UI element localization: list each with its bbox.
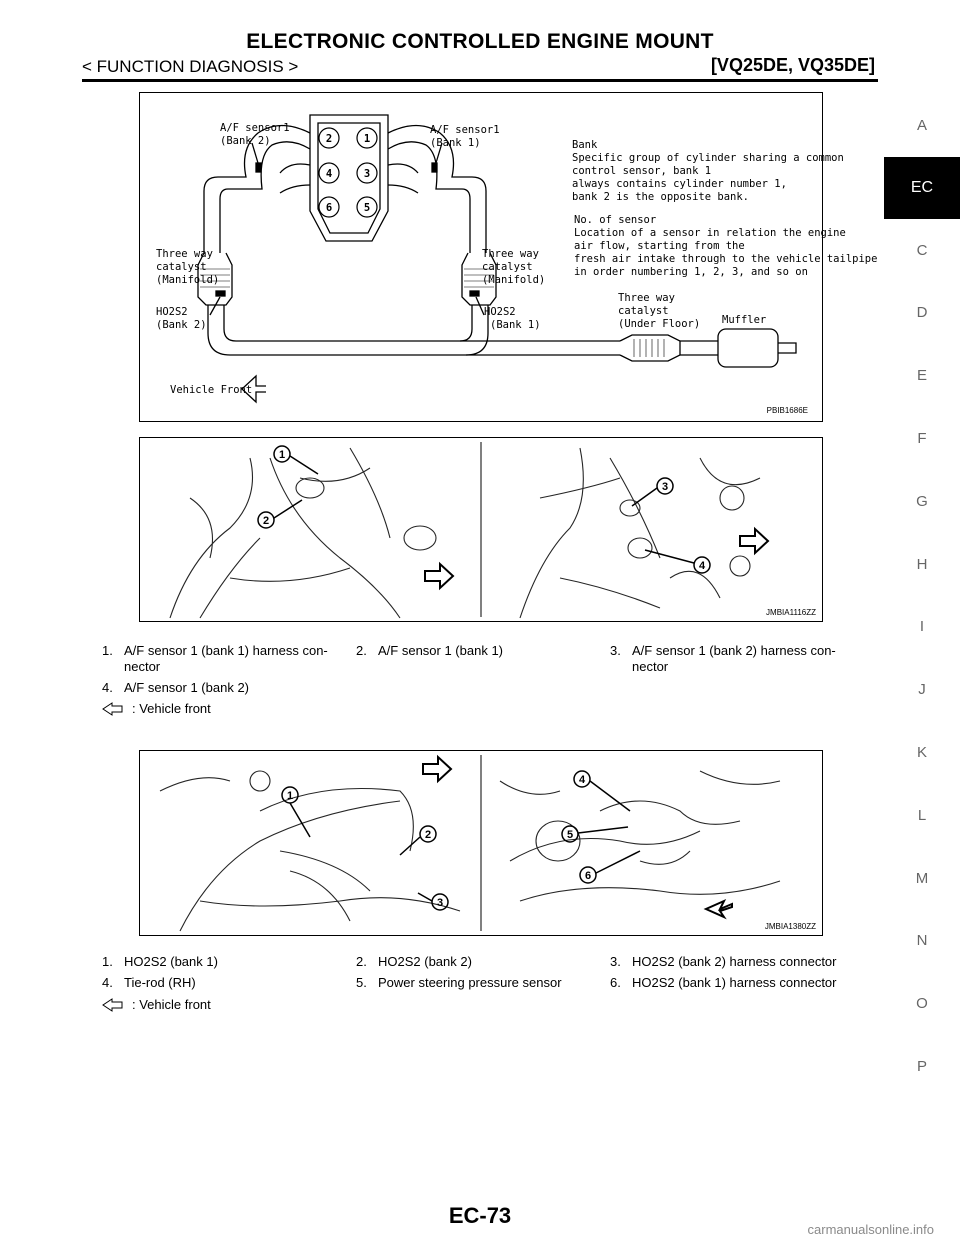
header-rule xyxy=(82,79,878,82)
vehicle-front-arrow-icon xyxy=(102,999,124,1011)
tab-d[interactable]: D xyxy=(916,304,928,322)
callout-3: 3 xyxy=(436,897,444,909)
engine-code: [VQ25DE, VQ35DE] xyxy=(710,55,875,75)
callout-3: 3 xyxy=(661,481,669,493)
svg-text:bank 2 is the opposite bank.: bank 2 is the opposite bank. xyxy=(572,191,750,203)
section-label: < FUNCTION DIAGNOSIS > xyxy=(82,57,299,76)
svg-text:always contains cylinder numbe: always contains cylinder number 1, xyxy=(572,178,787,190)
list-item: 4. Tie-rod (RH) xyxy=(102,975,196,990)
label-vehicle-front: Vehicle Front xyxy=(170,384,253,396)
figure-code: PBIB1686E xyxy=(766,406,808,415)
svg-text:control sensor, bank 1: control sensor, bank 1 xyxy=(572,165,712,177)
tab-l[interactable]: L xyxy=(917,806,927,824)
tab-h[interactable]: H xyxy=(916,555,928,573)
tab-m[interactable]: M xyxy=(915,869,929,887)
vehicle-front-arrow-icon xyxy=(102,703,124,715)
list-item: 1. A/F sensor 1 (bank 1) harness con-nector xyxy=(102,643,328,674)
cylinder-3: 3 xyxy=(363,168,371,180)
label-muffler: Muffler xyxy=(722,314,767,326)
ho2s2-photo xyxy=(139,750,823,936)
label-three-way-catalyst-under-floor: Three way xyxy=(618,292,675,304)
list-item: 3. HO2S2 (bank 2) harness connector xyxy=(610,954,837,969)
list-item: 5. Power steering pressure sensor xyxy=(356,975,562,990)
tab-p[interactable]: P xyxy=(916,1058,927,1076)
cylinder-2: 2 xyxy=(325,133,333,145)
svg-text:catalyst: catalyst xyxy=(618,305,669,317)
svg-text:air flow, starting from the: air flow, starting from the xyxy=(574,240,745,252)
tab-n[interactable]: N xyxy=(916,932,928,950)
label-ho2s2-bank1: HO2S2 xyxy=(484,306,516,318)
cylinder-6: 6 xyxy=(325,202,333,214)
tab-ec[interactable]: EC xyxy=(884,157,960,219)
af-sensor-photo xyxy=(139,437,823,622)
label-bank: Bank xyxy=(572,139,598,151)
callout-6: 6 xyxy=(584,870,592,882)
callout-5: 5 xyxy=(566,829,574,841)
callout-1: 1 xyxy=(286,790,294,802)
list-item: 4. A/F sensor 1 (bank 2) xyxy=(102,680,249,695)
tab-o[interactable]: O xyxy=(916,995,928,1013)
tab-c[interactable]: C xyxy=(916,241,928,259)
label-ho2s2-bank2: HO2S2 xyxy=(156,306,188,318)
svg-text:Specific group of cylinder sha: Specific group of cylinder sharing a common xyxy=(572,152,844,164)
callout-4: 4 xyxy=(578,774,586,786)
tab-j[interactable]: J xyxy=(918,681,926,699)
cylinder-1: 1 xyxy=(363,133,371,145)
list-item: 6. HO2S2 (bank 1) harness connector xyxy=(610,975,837,990)
label-af-sensor-bank2: A/F sensor1 xyxy=(220,122,290,134)
page-title: ELECTRONIC CONTROLLED ENGINE MOUNT xyxy=(246,30,714,53)
page-number: EC-73 xyxy=(448,1203,512,1228)
callout-1: 1 xyxy=(278,449,286,461)
svg-text:in order numbering 1, 2, 3, an: in order numbering 1, 2, 3, and so on xyxy=(574,266,808,278)
legend-ho2s2 xyxy=(102,954,862,1024)
legend-af-sensor xyxy=(102,643,862,733)
exhaust-system-diagram xyxy=(139,92,878,422)
svg-text:(Bank 2): (Bank 2) xyxy=(156,319,207,331)
svg-text:catalyst: catalyst xyxy=(156,261,207,273)
svg-text:(Bank 2): (Bank 2) xyxy=(220,135,271,147)
svg-text:(Manifold): (Manifold) xyxy=(156,274,220,286)
watermark: carmanualsonline.info xyxy=(807,1222,934,1237)
list-item: 2. A/F sensor 1 (bank 1) xyxy=(356,643,503,658)
cylinder-5: 5 xyxy=(363,202,371,214)
callout-2: 2 xyxy=(424,829,432,841)
svg-text:fresh air intake through to th: fresh air intake through to the vehicle tailpipe xyxy=(574,253,878,265)
legend-vehicle-front: : Vehicle front xyxy=(102,997,211,1012)
cylinder-4: 4 xyxy=(325,168,333,180)
tab-k[interactable]: K xyxy=(916,744,927,762)
tab-e[interactable]: E xyxy=(916,367,927,385)
svg-text:catalyst: catalyst xyxy=(482,261,533,273)
label-no-of-sensor: No. of sensor xyxy=(574,214,657,226)
svg-text:(Bank 1): (Bank 1) xyxy=(490,319,541,331)
figure-code: JMBIA1380ZZ xyxy=(764,922,816,931)
list-item: 1. HO2S2 (bank 1) xyxy=(102,954,218,969)
list-item: 2. HO2S2 (bank 2) xyxy=(356,954,472,969)
tab-f[interactable]: F xyxy=(917,430,927,448)
label-three-way-catalyst-right: Three way xyxy=(482,248,539,260)
tab-g[interactable]: G xyxy=(916,492,928,510)
tab-a[interactable]: A xyxy=(916,116,927,134)
svg-text:(Under Floor): (Under Floor) xyxy=(618,318,701,330)
svg-text:(Bank 1): (Bank 1) xyxy=(430,137,481,149)
svg-text:Location of a sensor in relati: Location of a sensor in relation the engine xyxy=(574,227,846,239)
callout-4: 4 xyxy=(698,560,706,572)
svg-text:(Manifold): (Manifold) xyxy=(482,274,546,286)
figure-code: JMBIA1116ZZ xyxy=(766,608,816,617)
list-item: 3. A/F sensor 1 (bank 2) harness con-nector xyxy=(610,643,836,674)
legend-vehicle-front: : Vehicle front xyxy=(102,701,211,716)
label-af-sensor-bank1: A/F sensor1 xyxy=(430,124,500,136)
callout-2: 2 xyxy=(262,515,270,527)
section-tabs xyxy=(884,94,960,1098)
tab-i[interactable]: I xyxy=(919,618,925,636)
label-three-way-catalyst-left: Three way xyxy=(156,248,213,260)
